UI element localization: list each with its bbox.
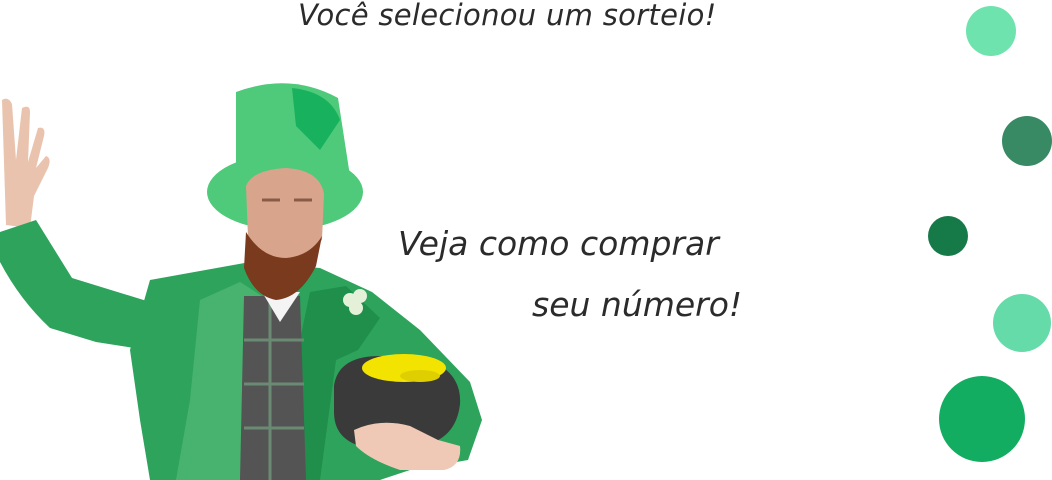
cta-line-1: Veja como comprar: [398, 224, 719, 263]
leprechaun-icon: [0, 80, 500, 480]
cta-line-2: seu número!: [532, 285, 743, 324]
decor-dot: [966, 6, 1016, 56]
decor-dot: [1002, 116, 1052, 166]
page-headline: Você selecionou um sorteio!: [298, 0, 717, 32]
decor-dot: [939, 376, 1025, 462]
decor-dot: [993, 294, 1051, 352]
decor-dot: [928, 216, 968, 256]
